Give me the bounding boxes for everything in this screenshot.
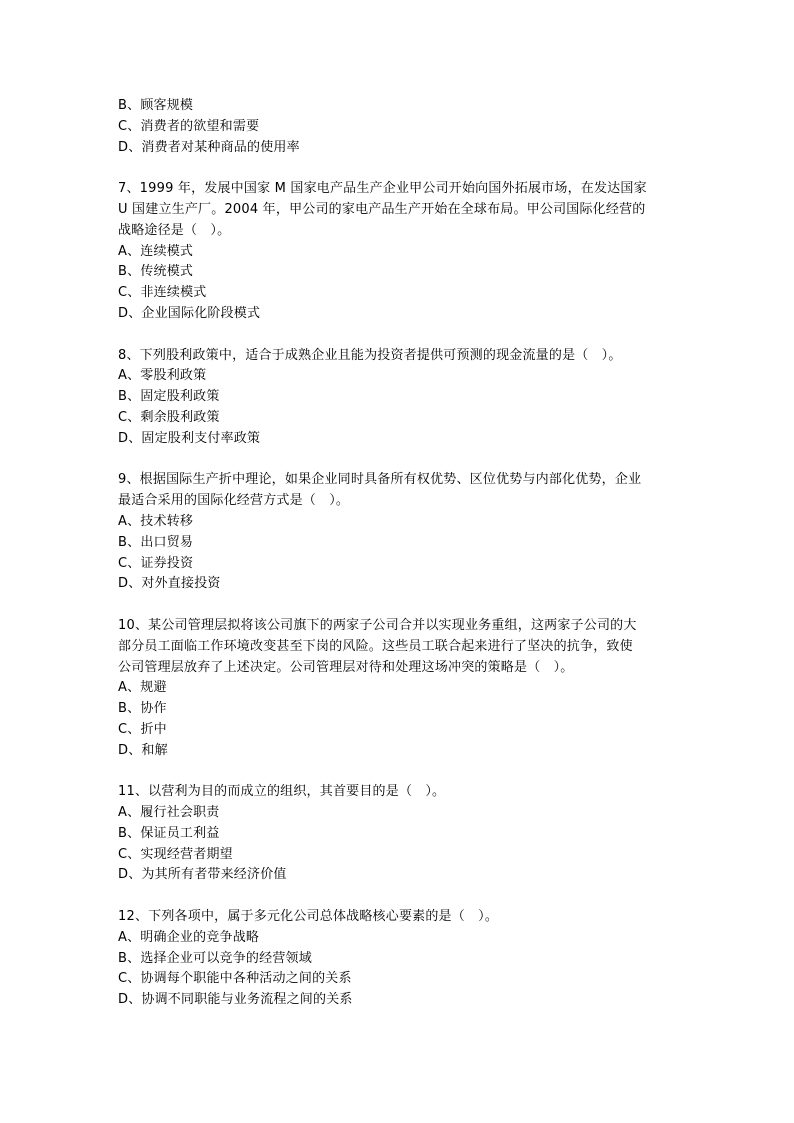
option-line: D、协调不同职能与业务流程之间的关系	[118, 992, 353, 1008]
question-10	[118, 616, 683, 762]
question-stem-line: 10、某公司管理层拟将该公司旗下的两家子公司合并以实现业务重组，这两家子公司的大	[118, 617, 637, 633]
option-line: C、非连续模式	[118, 285, 207, 301]
question-stem-line: 部分员工面临工作环境改变甚至下岗的风险。这些员工联合起来进行了坚决的抗争，致使	[118, 638, 633, 654]
option-line: D、对外直接投资	[118, 576, 221, 592]
question-6-tail	[118, 96, 683, 158]
option-line: B、传统模式	[118, 264, 194, 280]
document-page	[118, 96, 683, 1011]
question-stem-line: U 国建立生产厂。2004 年，甲公司的家电产品生产开始在全球布局。甲公司国际化经营的	[118, 201, 646, 217]
question-8	[118, 346, 683, 450]
question-12	[118, 907, 683, 1011]
option-line: B、出口贸易	[118, 534, 194, 550]
option-line: C、剩余股利政策	[118, 409, 220, 425]
option-line: D、消费者对某种商品的使用率	[118, 139, 300, 155]
option-line: B、固定股利政策	[118, 389, 220, 405]
option-line: B、顾客规模	[118, 98, 194, 113]
option-line: D、为其所有者带来经济价值	[118, 867, 287, 883]
question-11	[118, 782, 683, 886]
option-line: B、选择企业可以竞争的经营领域	[118, 950, 312, 966]
option-line: C、证券投资	[118, 555, 194, 571]
question-stem-line: 12、下列各项中，属于多元化公司总体战略核心要素的是（ ）。	[118, 909, 499, 925]
question-stem-line: 8、下列股利政策中，适合于成熟企业且能为投资者提供可预测的现金流量的是（ ）。	[118, 347, 622, 363]
option-line: A、零股利政策	[118, 368, 207, 384]
option-line: B、协作	[118, 701, 167, 717]
option-line: D、固定股利支付率政策	[118, 430, 261, 446]
question-stem-line: 9、根据国际生产折中理论，如果企业同时具备所有权优势、区位优势与内部化优势，企业	[118, 472, 642, 488]
option-line: A、技术转移	[118, 513, 194, 529]
option-line: C、消费者的欲望和需要	[118, 118, 260, 134]
question-9	[118, 470, 683, 595]
question-stem-line: 公司管理层放弃了上述决定。公司管理层对待和处理这场冲突的策略是（ ）。	[118, 659, 574, 675]
option-line: A、连续模式	[118, 243, 194, 259]
option-line: D、和解	[118, 742, 168, 758]
option-line: B、保证员工利益	[118, 825, 220, 841]
question-stem-line: 最适合采用的国际化经营方式是（ ）。	[118, 493, 350, 509]
option-line: A、规避	[118, 680, 167, 696]
option-line: A、履行社会职责	[118, 805, 220, 821]
option-line: C、折中	[118, 721, 167, 737]
question-stem-line: 7、1999 年，发展中国家 M 国家电产品生产企业甲公司开始向国外拓展市场，在发达国家	[118, 181, 647, 197]
option-line: C、实现经营者期望	[118, 846, 233, 862]
option-line: D、企业国际化阶段模式	[118, 305, 261, 321]
option-line: A、明确企业的竞争战略	[118, 929, 260, 945]
option-line: C、协调每个职能中各种活动之间的关系	[118, 971, 352, 987]
question-7	[118, 179, 683, 325]
question-stem-line: 战略途径是（ ）。	[118, 222, 231, 238]
question-stem-line: 11、以营利为目的而成立的组织，其首要目的是（ ）。	[118, 784, 446, 800]
